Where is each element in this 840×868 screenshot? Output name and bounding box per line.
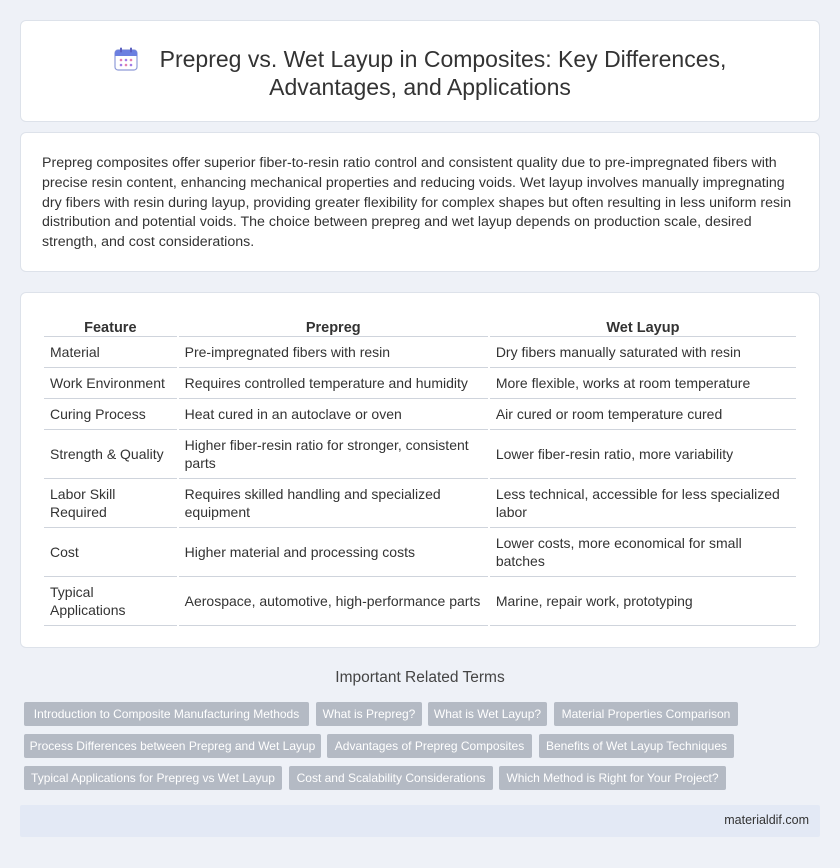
intro-paragraph: Prepreg composites offer superior fiber-to-resin ratio control and consistent quality due to pre-impregnated fibers with precise resin content, enhancing mechanical properties and reducing voids. Wet layup involves manually impregnating dry fibers with resin during layup, providing greater flexibility for complex shapes but often resulting in less uniform resin distribution and potential voids. The choice between prepreg and wet layup depends on production scale, desired strength, and cost considerations. (42, 155, 792, 251)
footer-bar (20, 805, 820, 837)
table-cell: Higher material and processing costs (179, 528, 488, 577)
related-chip-benefits-wet-layup[interactable]: Benefits of Wet Layup Techniques (539, 734, 734, 758)
related-chip-what-is-prepreg[interactable]: What is Prepreg? (316, 702, 422, 726)
table-row (44, 430, 796, 479)
table-cell: Cost (44, 528, 177, 577)
table-cell: Curing Process (44, 399, 177, 430)
comparison-table (42, 315, 798, 626)
table-cell: More flexible, works at room temperature (490, 368, 796, 399)
footer-site-link[interactable]: materialdif.com (724, 813, 809, 827)
related-chip-process-differences[interactable]: Process Differences between Prepreg and Wet Layup (24, 734, 321, 758)
related-chip-advantages-prepreg[interactable]: Advantages of Prepreg Composites (327, 734, 532, 758)
table-cell: Dry fibers manually saturated with resin (490, 337, 796, 368)
header-feature: Feature (44, 315, 177, 337)
related-chip-which-method[interactable]: Which Method is Right for Your Project? (499, 766, 726, 790)
table-cell: Requires controlled temperature and humidity (179, 368, 488, 399)
calendar-icon (114, 47, 138, 71)
table-row (44, 577, 796, 626)
table-cell: Lower fiber-resin ratio, more variability (490, 430, 796, 479)
table-cell: Pre-impregnated fibers with resin (179, 337, 488, 368)
related-chip-cost-scalability[interactable]: Cost and Scalability Considerations (289, 766, 493, 790)
intro-card (20, 132, 820, 272)
related-chip-what-is-wet-layup[interactable]: What is Wet Layup? (428, 702, 547, 726)
comparison-card (20, 292, 820, 648)
header-card (20, 20, 820, 122)
header-wet-layup: Wet Layup (490, 315, 796, 337)
table-cell: Typical Applications (44, 577, 177, 626)
table-header-row (44, 315, 796, 337)
page-title (21, 45, 819, 101)
table-cell: Lower costs, more economical for small batches (490, 528, 796, 577)
related-chip-intro-composite-methods[interactable]: Introduction to Composite Manufacturing Methods (24, 702, 309, 726)
title-line-2: Advantages, and Applications (269, 74, 571, 100)
table-cell: Material (44, 337, 177, 368)
table-cell: Strength & Quality (44, 430, 177, 479)
header-prepreg: Prepreg (179, 315, 488, 337)
table-cell: Higher fiber-resin ratio for stronger, consistent parts (179, 430, 488, 479)
related-chip-typical-applications[interactable]: Typical Applications for Prepreg vs Wet Layup (24, 766, 282, 790)
table-cell: Labor Skill Required (44, 479, 177, 528)
table-cell: Less technical, accessible for less specialized labor (490, 479, 796, 528)
table-row (44, 399, 796, 430)
table-row (44, 528, 796, 577)
table-row (44, 479, 796, 528)
table-cell: Heat cured in an autoclave or oven (179, 399, 488, 430)
table-cell: Work Environment (44, 368, 177, 399)
table-cell: Marine, repair work, prototyping (490, 577, 796, 626)
related-terms-title: Important Related Terms (335, 669, 505, 686)
related-chip-material-properties[interactable]: Material Properties Comparison (554, 702, 738, 726)
table-row (44, 337, 796, 368)
table-cell: Air cured or room temperature cured (490, 399, 796, 430)
table-cell: Requires skilled handling and specialized equipment (179, 479, 488, 528)
table-row (44, 368, 796, 399)
title-line-1: Prepreg vs. Wet Layup in Composites: Key Differences, (159, 46, 727, 72)
table-cell: Aerospace, automotive, high-performance parts (179, 577, 488, 626)
